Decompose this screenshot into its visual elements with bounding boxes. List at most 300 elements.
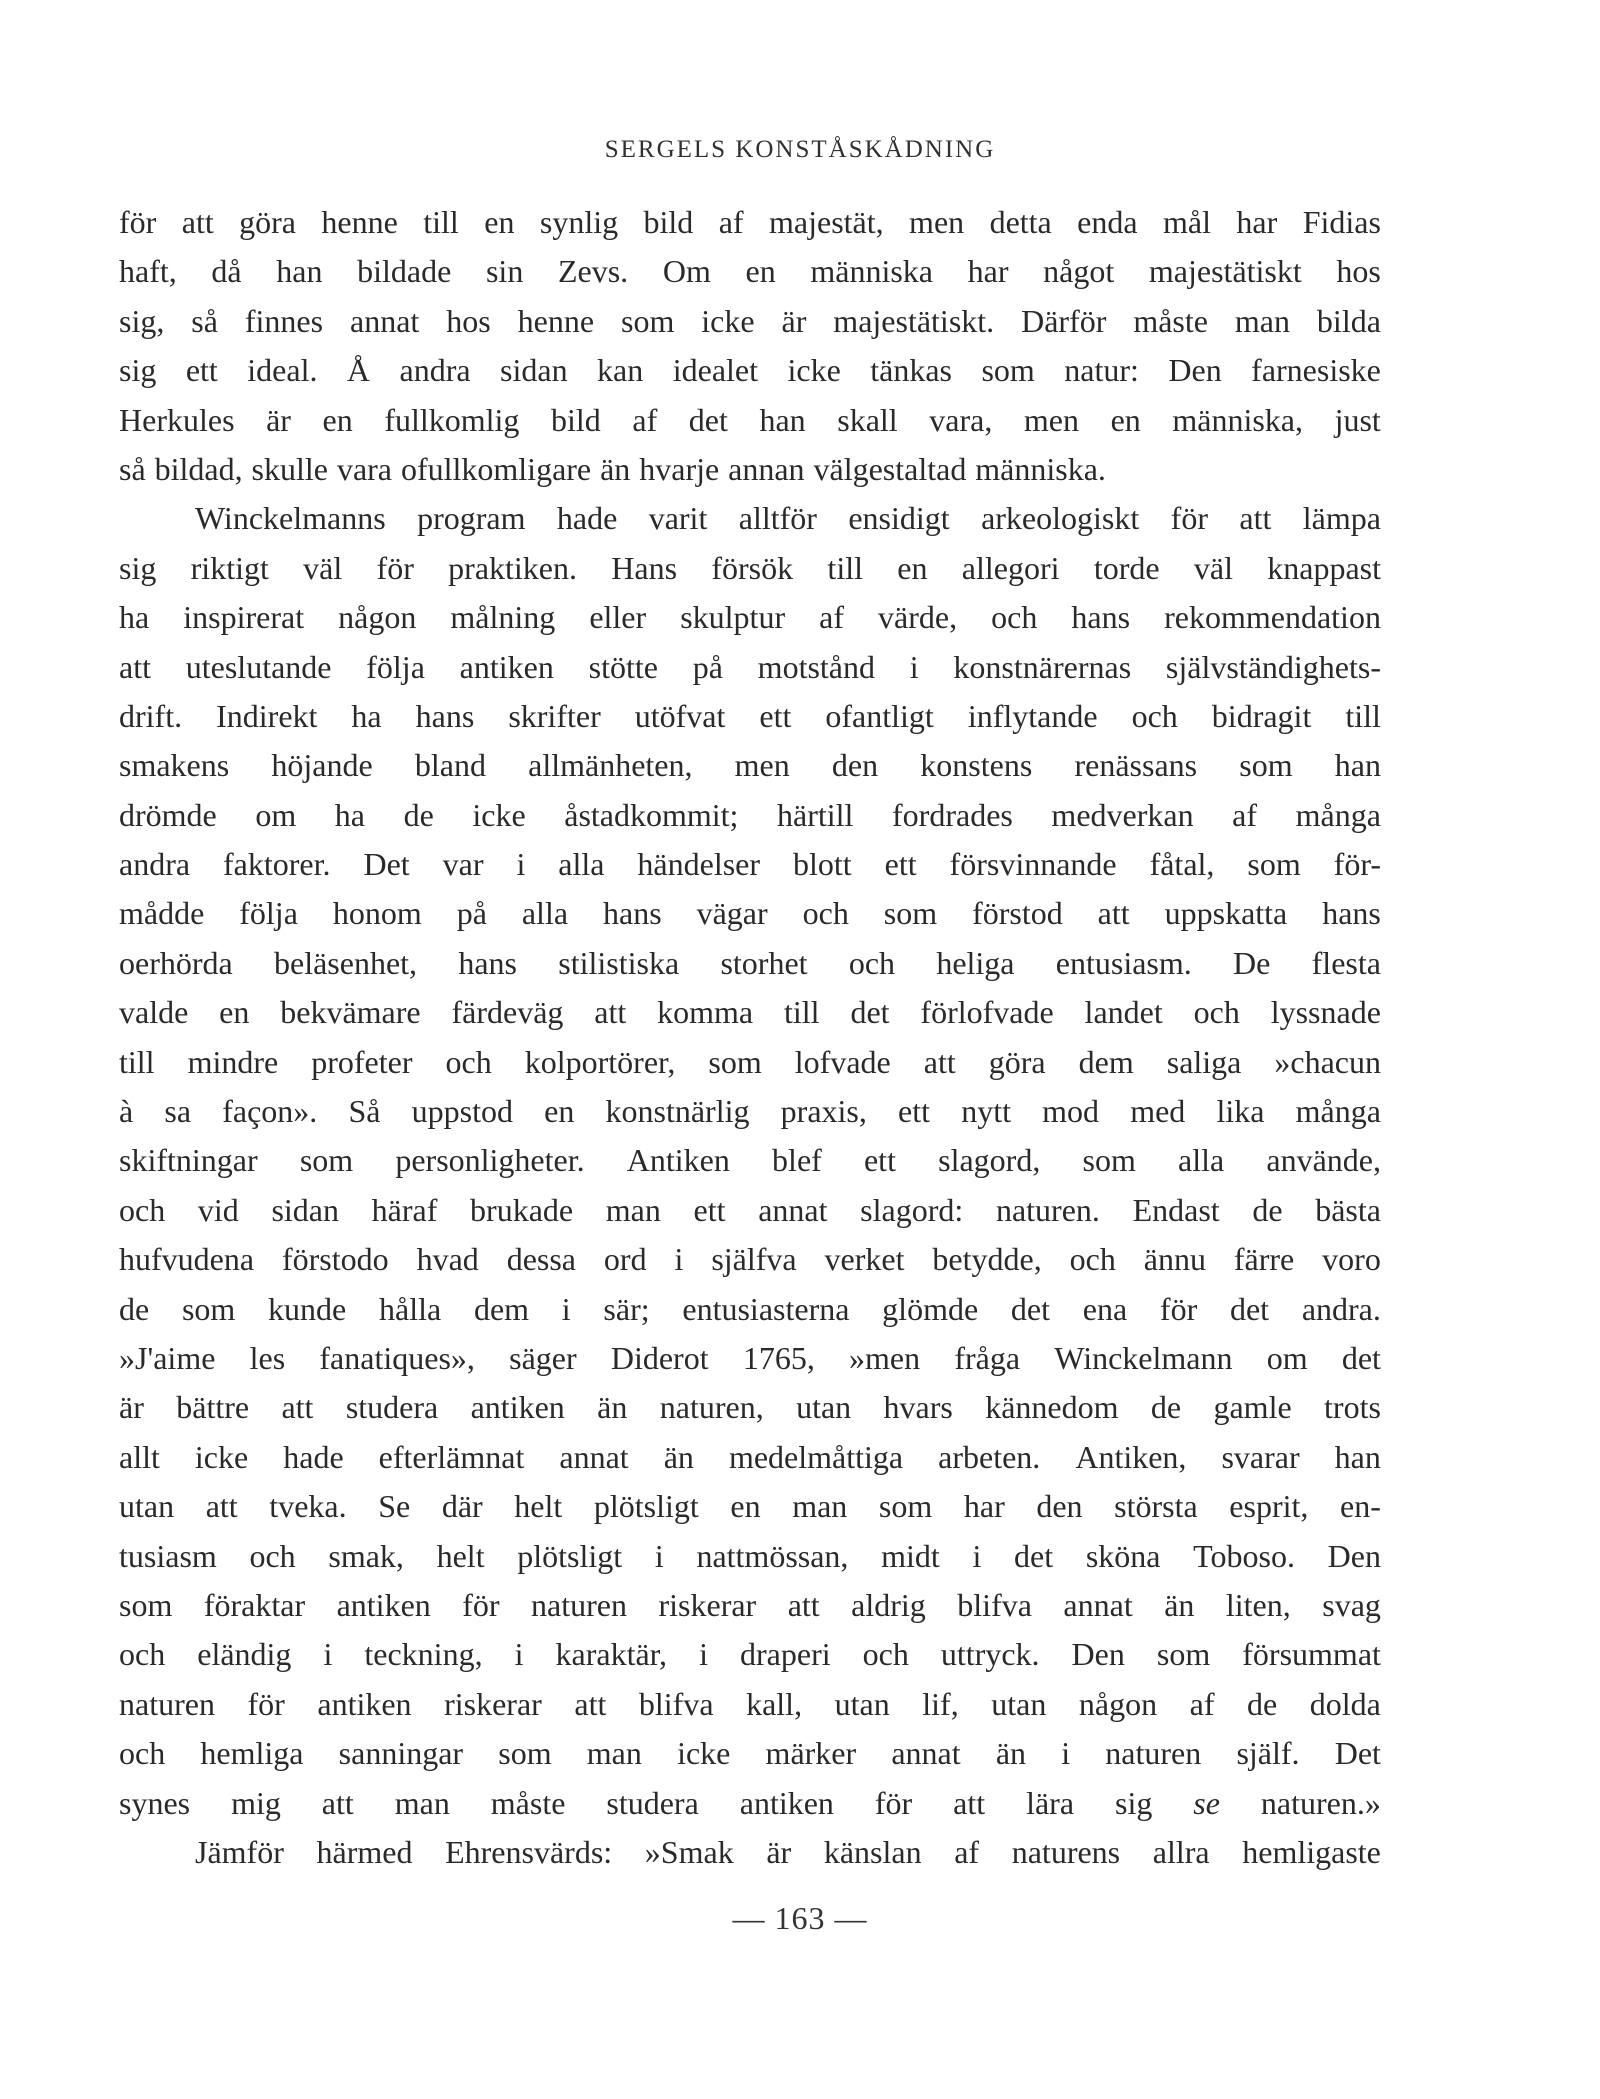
word: färdeväg (451, 994, 564, 1031)
word: ideal. (247, 352, 318, 389)
word: eller (589, 599, 647, 636)
word: färre (1233, 1241, 1295, 1278)
word: natur: (1064, 352, 1139, 389)
word: hemliga (200, 1735, 304, 1772)
word: en (1110, 401, 1141, 438)
word: måste (490, 1784, 566, 1821)
word: han (1334, 1438, 1381, 1475)
word: att (953, 1784, 986, 1821)
word: göra (988, 1043, 1046, 1080)
word: eländig (197, 1636, 292, 1673)
word: som (1247, 846, 1301, 883)
word: kall, (746, 1685, 803, 1722)
word: häraf (371, 1191, 438, 1228)
word: härtill (777, 796, 854, 833)
word: detta (989, 204, 1052, 240)
word: af (1232, 796, 1258, 833)
word: icke (194, 1438, 249, 1475)
word: och (119, 1191, 166, 1228)
word: mål (1163, 204, 1211, 240)
word: sig (119, 549, 157, 586)
word: ha (351, 697, 382, 734)
word: är (766, 1833, 792, 1870)
word: och (862, 1636, 909, 1673)
word: sa (164, 1093, 192, 1130)
text-line (119, 692, 1381, 741)
text-line (119, 1334, 1381, 1383)
text-line (119, 1680, 1381, 1729)
word: teckning, (364, 1636, 483, 1673)
word: beläsenhet, (274, 944, 418, 981)
word: antiken (459, 648, 554, 685)
word: allra (1152, 1833, 1210, 1870)
word: hans (1071, 599, 1131, 636)
word: sidan (500, 352, 568, 389)
word: nytt (961, 1093, 1011, 1130)
word: midt (881, 1537, 940, 1574)
word: måste (1133, 302, 1208, 339)
word: Det (363, 846, 410, 883)
text-line (119, 1235, 1381, 1284)
word: hemligaste (1242, 1833, 1381, 1870)
word: försök (711, 549, 794, 586)
word: i (323, 1636, 333, 1673)
text-line (119, 445, 1381, 494)
word: annat (350, 302, 420, 339)
word: till (119, 1043, 155, 1080)
word: riktigt (190, 549, 269, 586)
word: af (954, 1833, 980, 1870)
word: följa (239, 895, 298, 932)
word: Å (346, 352, 371, 389)
text-line (119, 939, 1381, 988)
word: men (1023, 401, 1079, 438)
word: faktorer. (223, 846, 331, 883)
word: många (1295, 1093, 1381, 1130)
word: Det (1334, 1735, 1381, 1772)
word: knappast (1267, 549, 1381, 586)
word: plötsligt (517, 1537, 623, 1574)
word: se (1193, 1784, 1220, 1821)
word: man (394, 1784, 450, 1821)
word: ha (119, 599, 150, 636)
word: på (456, 895, 487, 932)
word: Om (662, 253, 711, 290)
word: att (1239, 500, 1272, 537)
word: betydde, (932, 1241, 1042, 1278)
word: största (1114, 1488, 1198, 1525)
word: en (322, 401, 353, 438)
text-line (119, 1285, 1381, 1334)
word: använde, (1266, 1142, 1381, 1179)
word: naturen (1105, 1735, 1202, 1772)
word: allt (119, 1438, 160, 1475)
word: mindre (187, 1043, 279, 1080)
word: varit (648, 500, 708, 537)
word: tänkas (870, 352, 952, 389)
word: man (605, 1191, 661, 1228)
word: säger (509, 1339, 577, 1376)
word: blifva (638, 1685, 714, 1722)
word: utan (796, 1389, 852, 1426)
word: Den (1327, 1537, 1381, 1574)
word: blifva (957, 1586, 1032, 1623)
word: uteslutande (185, 648, 332, 685)
word: en (544, 1093, 575, 1130)
word: antiken (739, 1784, 834, 1821)
word: sanningar (338, 1735, 464, 1772)
word: utan (991, 1685, 1047, 1722)
word: ett (693, 1191, 726, 1228)
word: till (1345, 697, 1381, 734)
word: komma (657, 994, 754, 1031)
word: händelser (637, 846, 761, 883)
word: en (897, 549, 928, 586)
word: göra (239, 204, 296, 240)
word: som (181, 1290, 236, 1327)
word: skiftningar (119, 1142, 258, 1179)
word: människa (810, 253, 933, 290)
word: »chacun (1274, 1043, 1381, 1080)
word: annan (728, 450, 805, 487)
word: märker (765, 1735, 857, 1772)
word: brukade (470, 1191, 574, 1228)
word: självständighets- (1165, 648, 1381, 685)
word: härmed (316, 1833, 413, 1870)
word: om (1266, 1339, 1308, 1376)
text-line (119, 198, 1381, 247)
word: Toboso. (1193, 1537, 1295, 1574)
word: försummat (1242, 1636, 1381, 1673)
word: som (1156, 1636, 1211, 1673)
running-head: SERGELS KONSTÅSKÅDNING (604, 136, 996, 163)
word: men (909, 204, 965, 240)
word: kan (597, 352, 644, 389)
word: Zevs. (557, 253, 629, 290)
word: vara, (929, 401, 993, 438)
word: fåtal, (1149, 846, 1215, 883)
word: ett (759, 697, 792, 734)
word: förstodo (281, 1241, 389, 1278)
word: lofvade (794, 1043, 891, 1080)
word: fullkomlig (384, 401, 520, 438)
text-line (119, 1136, 1381, 1185)
word: i (909, 648, 919, 685)
word: föraktar (203, 1586, 306, 1623)
word: det (850, 994, 890, 1031)
word: antiken (317, 1685, 412, 1722)
word: människa, (1172, 401, 1303, 438)
word: les (249, 1339, 286, 1376)
word: sköna (1085, 1537, 1161, 1574)
word: profeter (311, 1043, 413, 1080)
word: än (995, 1735, 1027, 1772)
word: mod (1042, 1093, 1100, 1130)
text-line (119, 396, 1381, 445)
word: Winckelmann (1054, 1339, 1233, 1376)
text-line (119, 741, 1381, 790)
word: medelmåttiga (728, 1438, 904, 1475)
text-line (119, 1828, 1381, 1877)
text-line (119, 840, 1381, 889)
page-number: — 163 — (732, 1900, 868, 1936)
word: majestätiskt (1148, 253, 1302, 290)
word: Hans (611, 549, 678, 586)
word: smakens (119, 747, 230, 784)
word: själf. (1236, 1735, 1300, 1772)
word: heliga (936, 944, 1015, 981)
word: han (759, 401, 806, 438)
word: façon». (222, 1093, 318, 1130)
word: man (586, 1735, 642, 1772)
text-line (119, 889, 1381, 938)
word: Diderot (610, 1339, 709, 1376)
word: arkeologiskt (981, 500, 1140, 537)
word: ensidigt (848, 500, 950, 537)
word: är (781, 302, 807, 339)
word: dem (1078, 1043, 1134, 1080)
word: bild (643, 204, 694, 240)
word: det (1014, 1537, 1054, 1574)
word: icke (701, 302, 755, 339)
word: han (276, 253, 323, 290)
text-line (119, 791, 1381, 840)
word: förstod (972, 895, 1063, 932)
word: gamle (1213, 1389, 1292, 1426)
word: för (1170, 500, 1208, 537)
word: där (441, 1488, 483, 1525)
body-text (119, 198, 1381, 1877)
word: synes (119, 1784, 191, 1821)
word: som (299, 1142, 354, 1179)
word: för (247, 1685, 285, 1722)
word: naturen.» (1260, 1784, 1381, 1821)
word: slagord, (938, 1142, 1041, 1179)
word: kunde (268, 1290, 347, 1327)
word: än (597, 1389, 628, 1426)
text-line (119, 346, 1381, 395)
word: just (1334, 401, 1381, 438)
word: hans (458, 944, 517, 981)
word: svag (1322, 1586, 1381, 1623)
text-line (119, 988, 1381, 1037)
word: att (281, 1389, 314, 1426)
word: antiken (336, 1586, 431, 1623)
word: att (205, 1488, 238, 1525)
word: själfva (711, 1241, 797, 1278)
word: hos (446, 302, 491, 339)
word: och (1193, 994, 1240, 1031)
word: konstnärernas (953, 648, 1132, 685)
word: landet (1084, 994, 1163, 1031)
word: än (663, 1438, 694, 1475)
word: fanatiques», (319, 1339, 475, 1376)
word: renässans (1074, 747, 1198, 784)
word: väl (303, 549, 343, 586)
word: ett (884, 846, 917, 883)
word: i (514, 1636, 524, 1673)
word: hade (556, 500, 618, 537)
text-line (119, 643, 1381, 692)
word: det (1341, 1339, 1381, 1376)
word: utöfvat (634, 697, 726, 734)
word: skrifter (508, 697, 601, 734)
word: andra (399, 352, 471, 389)
word: den (831, 747, 879, 784)
word: bild (551, 401, 601, 438)
word: att (119, 648, 151, 685)
word: med (1130, 1093, 1186, 1130)
word: hvad (416, 1241, 479, 1278)
word: af (718, 204, 744, 240)
word: bildad, (154, 450, 243, 487)
word: ord (603, 1241, 647, 1278)
word: åstadkommit; (564, 796, 739, 833)
word: välgestaltad (813, 450, 967, 487)
word: konstnärlig (605, 1093, 750, 1130)
word: för (376, 549, 414, 586)
text-line (119, 544, 1381, 593)
word: sär; (603, 1290, 650, 1327)
word: plötsligt (593, 1488, 699, 1525)
word: annat (758, 1191, 828, 1228)
word: rekommendation (1164, 599, 1381, 636)
word: de (403, 796, 434, 833)
word: utan (119, 1488, 175, 1525)
word: som (498, 1735, 552, 1772)
text-line (119, 1383, 1381, 1432)
word: dessa (506, 1241, 576, 1278)
word: bildade (357, 253, 452, 290)
word: saliga (1166, 1043, 1242, 1080)
word: är (266, 401, 291, 438)
word: som (1239, 747, 1293, 784)
text-line (119, 1087, 1381, 1136)
word: en (484, 204, 515, 240)
text-line (119, 593, 1381, 642)
word: man (1234, 302, 1290, 339)
word: stötte (588, 648, 658, 685)
word: kännedom (985, 1389, 1119, 1426)
text-line (119, 1581, 1381, 1630)
word: många (1295, 796, 1381, 833)
word: finnes (244, 302, 324, 339)
word: vid (197, 1191, 239, 1228)
word: verket (824, 1241, 905, 1278)
text-line (119, 297, 1381, 346)
word: nattmössan, (696, 1537, 849, 1574)
word: storhet (720, 944, 808, 981)
word: som (981, 352, 1035, 389)
word: De (1233, 944, 1271, 981)
word: motstånd (757, 648, 875, 685)
word: och (1131, 697, 1178, 734)
word: som (883, 895, 938, 932)
word: icke (677, 1735, 731, 1772)
word: att (594, 994, 627, 1031)
word: för (462, 1586, 500, 1623)
word: tusiasm (119, 1537, 217, 1574)
word: väl (1193, 549, 1233, 586)
word: helt (514, 1488, 563, 1525)
word: utan (834, 1685, 890, 1722)
word: personligheter. (395, 1142, 585, 1179)
word: Winckelmanns (195, 500, 386, 537)
word: han (1334, 747, 1381, 784)
text-line (119, 1779, 1381, 1828)
word: skulle (251, 450, 328, 487)
word: karaktär, (555, 1636, 668, 1673)
word: det (1229, 1290, 1270, 1327)
word: ett (185, 352, 218, 389)
word: icke (787, 352, 841, 389)
word: alla (521, 895, 569, 932)
word: om (255, 796, 297, 833)
word: oerhörda (119, 944, 233, 981)
word: naturen, (659, 1389, 764, 1426)
word: i (674, 1241, 684, 1278)
word: blott (792, 846, 852, 883)
word: hans (1322, 895, 1381, 932)
word: arbeten. (938, 1438, 1041, 1475)
word: »J'aime (119, 1339, 216, 1376)
word: aldrig (851, 1586, 926, 1623)
word: och (119, 1735, 166, 1772)
word: riskerar (658, 1586, 757, 1623)
word: ett (863, 1142, 896, 1179)
word: Den (1168, 352, 1222, 389)
word: sin (485, 253, 524, 290)
word: lämpa (1302, 500, 1381, 537)
word: i (561, 1290, 571, 1327)
word: sig (119, 352, 157, 389)
word: den (1036, 1488, 1083, 1525)
word: som (1082, 1142, 1136, 1179)
word: alla (1178, 1142, 1225, 1179)
word: allmänheten, (528, 747, 693, 784)
word: lyssnade (1270, 994, 1381, 1031)
word: lära (1026, 1784, 1075, 1821)
word: af (1189, 1685, 1215, 1722)
word: för (119, 204, 157, 240)
text-line (119, 247, 1381, 296)
word: är (119, 1389, 144, 1426)
word: förlofvade (920, 994, 1054, 1031)
word: någon (338, 599, 417, 636)
word: glömde (882, 1290, 979, 1327)
word: bland (414, 747, 486, 784)
word: så (119, 450, 146, 487)
word: var (442, 846, 484, 883)
word: då (211, 253, 242, 290)
word: Ehrensvärds: (445, 1833, 613, 1870)
word: synlig (539, 204, 619, 240)
word: entusiasm. (1055, 944, 1192, 981)
word: har (967, 253, 1009, 290)
word: ha (334, 796, 365, 833)
word: till (827, 549, 863, 586)
word: henne (321, 204, 398, 240)
word: på (692, 648, 723, 685)
text-line (119, 1729, 1381, 1778)
word: hvars (883, 1389, 953, 1426)
word: esprit, (1229, 1488, 1309, 1525)
word: »Smak (644, 1833, 734, 1870)
word: dem (473, 1290, 530, 1327)
word: i (1061, 1735, 1071, 1772)
word: dolda (1309, 1685, 1381, 1722)
word: mådde (119, 895, 205, 932)
